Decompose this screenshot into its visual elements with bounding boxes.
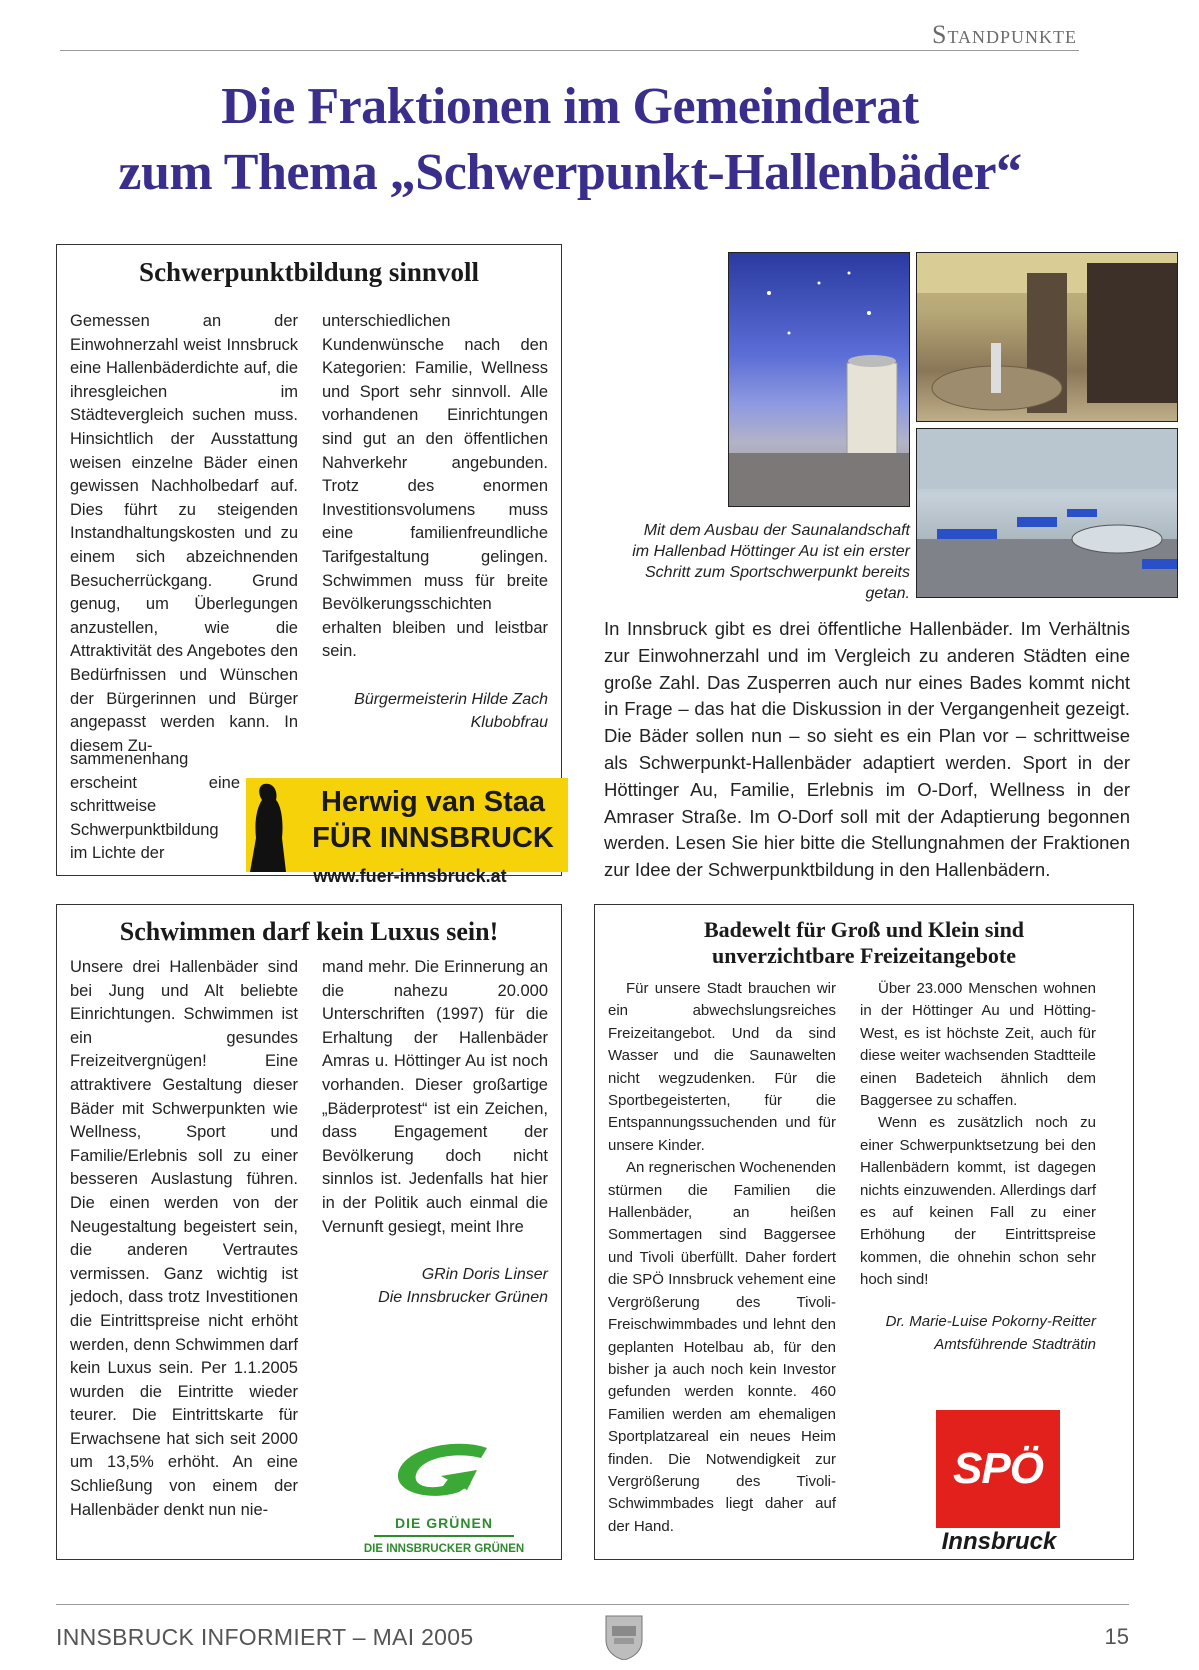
article-heading-line2: unverzichtbare Freizeitangebote xyxy=(711,943,1017,968)
article-column-tail xyxy=(70,748,240,866)
ad-subline: FÜR INNSBRUCK xyxy=(312,822,554,854)
signature-role: Klubobfrau xyxy=(470,713,548,731)
signature xyxy=(860,1310,1096,1356)
ad-url[interactable]: www.fuer-innsbruck.at xyxy=(313,866,507,886)
footer-divider xyxy=(56,1604,1129,1605)
signature-name: GRin Doris Linser xyxy=(421,1266,548,1284)
photo-shower-area xyxy=(916,252,1178,422)
article-column xyxy=(608,978,836,1538)
article-text: Über 23.000 Menschen wohnen in der Höttinger Au und Hötting-West, es ist höchste Zeit, auch für diese weiter wachsenden Stadtteile einen Badeteich ähnlich dem Baggersee zu schaffen. xyxy=(860,980,1096,1110)
article-heading: Schwerpunktbildung sinnvoll xyxy=(139,257,479,287)
section-label: Standpunkte xyxy=(931,20,1077,49)
page-title-line2: zum Thema „Schwerpunkt-Hallenbäder“ xyxy=(118,144,1022,201)
signature-role: Amtsführende Stadträtin xyxy=(934,1335,1096,1353)
article-text: Wenn es zusätzlich noch zu einer Schwerpunktsetzung bei den Hallenbädern kommt, ist dagegen nichts einzuwenden. Allerdings darf es auf keinen Fall zu einer Erhöhung der Eintrittspreise kommen, die ohnehin schon sehr hoch sind! xyxy=(860,1114,1096,1289)
logo-divider xyxy=(374,1535,514,1537)
logo-line1: DIE GRÜNEN xyxy=(395,1515,493,1531)
article-heading-line1: Badewelt für Groß und Klein sind xyxy=(703,917,1025,942)
article-column xyxy=(322,310,548,734)
signature xyxy=(322,1263,548,1309)
shower-illustration-icon xyxy=(917,253,1178,422)
article-column: Unsere drei Hallenbäder sind bei Jung und Alt beliebte Einrichtungen. Schwimmen ist ein gesundes Freizeitvergnügen! Eine attraktivere Gestaltung dieser Bäder mit Schwerpunkten wie Wellness, Sport und Familie/Erlebnis soll zu einer besseren Auslastung führen. Die einen werden von der Neugestaltung begeistert sein, die anderen Vertrautes vermissen. Ganz wichtig ist jedoch, dass trotz Investitionen die Eintrittspreise nicht erhöht werden, denn Schwimmen darf kein Luxus sein. Per 1.1.2005 wurden die Eintritte wieder teurer. Die Eintrittskarte für Erwachsene hat sich seit 2000 um 13,5% erhöht. An eine Schließung von einem der Hallenbäder denkt nun nie- xyxy=(70,958,298,1519)
header-divider xyxy=(60,50,1079,51)
article-text: mand mehr. Die Erinnerung an die nahezu 20.000 Unterschriften (1997) für die Erhaltung der Hallenbäder Amras u. Höttinger Au ist noch vorhanden. Dieser großartige „Bäderprotest“ ist ein Zeichen, dass Engagement der Bevölkerung doch nicht sinnlos ist. Jedenfalls hat hier in der Politik auch einmal die Vernunft gesiegt, meint Ihre xyxy=(322,958,548,1236)
article-text-tail: sammenenhang erscheint eine schrittweise Schwerpunktbildung im Lichte der xyxy=(70,750,240,863)
ad-headline: Herwig van Staa xyxy=(320,786,546,818)
photo-sauna xyxy=(728,252,910,507)
logo-line2: DIE INNSBRUCKER GRÜNEN xyxy=(363,1543,525,1555)
signature xyxy=(322,688,548,734)
logo-die-gruenen xyxy=(348,1440,540,1580)
signature-role: Die Innsbrucker Grünen xyxy=(378,1289,548,1307)
ad-van-staa xyxy=(246,778,568,872)
article-text: An regnerischen Wochenenden stürmen die Familien die Hallenbäder, an heißen Sommertagen sind Baggersee und Tivoli überfüllt. Daher fordert die SPÖ Innsbruck vehement eine Vergrößerung des Tivoli-Freischwimmbades und lehnt den geplanten Hotelbau ab, für den bisher ja auch noch kein Investor gefunden werden konnte. 460 Familien werden am ehemaligen Sportplatzareal ein neues Heim finden. Die Notwendigkeit zur Vergrößerung des Tivoli-Schwimmbades liegt daher auf der Hand. xyxy=(608,1159,836,1535)
sauna-illustration-icon xyxy=(729,253,910,507)
photo-caption: Mit dem Ausbau der Saunalandschaft im Hallenbad Höttinger Au ist ein erster Schritt zum Sportschwerpunkt bereits getan. xyxy=(632,522,910,602)
article-heading: Schwimmen darf kein Luxus sein! xyxy=(119,917,499,946)
page-title-line1: Die Fraktionen im Gemeinderat xyxy=(221,78,919,135)
publication-name: INNSBRUCK INFORMIERT – MAI 2005 xyxy=(56,1624,474,1650)
signature-name: Bürgermeisterin Hilde Zach xyxy=(354,690,548,708)
article-text: unterschiedlichen Kundenwünsche nach den Kategorien: Familie, Wellness und Sport sehr sinnvoll. Alle vorhandenen Einrichtungen sind gut an den öffentlichen Nahverkehr angebunden. Trotz des enormen Investitionsvolumens muss eine familienfreundliche Tarifgestaltung gelingen. Schwimmen muss für breite Bevölkerungsschichten erhalten bleiben und leistbar sein. xyxy=(322,312,548,661)
article-column: Gemessen an der Einwohnerzahl weist Innsbruck eine Hallenbäderdichte auf, die ihresgleichen im Städtevergleich suchen muss. Hinsichtlich der Ausstattung weisen einzelne Bäder einen gewissen Nachholbedarf auf. Dies führt zu steigenden Instandhaltungskosten und zu einem sich abzeichnenden Besucherrückgang. Grund genug, um Überlegungen anzustellen, wie die Attraktivität des Angebotes den Bedürfnissen und Wünschen der Bürgerinnen und Bürger angepasst werden kann. In diesem Zu- xyxy=(70,312,298,755)
pool-illustration-icon xyxy=(917,429,1178,598)
photo-pool-hall xyxy=(916,428,1178,598)
signature-name: Dr. Marie-Luise Pokorny-Reitter xyxy=(885,1312,1096,1330)
gruene-logo-icon xyxy=(389,1440,499,1506)
portrait-silhouette-icon xyxy=(246,778,294,872)
page-number: 15 xyxy=(1104,1624,1129,1649)
intro-text: In Innsbruck gibt es drei öffentliche Hallenbäder. Im Verhältnis zur Einwohnerzahl und im Vergleich zu anderen Städten eine große Zahl. Das Zusperren auch nur eines Bades kommt nicht in Frage – das hat die Diskussion in der Vergangenheit gezeigt. Die Bäder sollen nun – so sieht es ein Plan vor – schrittweise als Schwerpunkt-Hallenbäder adaptiert werden. Sport in der Höttinger Au, Familie, Erlebnis im O-Dorf, Wellness in der Amraser Straße. Im O-Dorf soll mit der Adaptierung begonnen werden. Lesen Sie hier bitte die Stellungnahmen der Fraktionen zur Idee der Schwerpunktbildung in den Hallenbädern. xyxy=(604,618,1130,881)
city-crest-icon xyxy=(604,1612,644,1660)
logo-spoe-city: Innsbruck xyxy=(941,1528,1057,1555)
logo-spoe xyxy=(936,1410,1062,1526)
article-column xyxy=(860,978,1096,1356)
article-text: Für unsere Stadt brauchen wir ein abwechslungsreiches Freizeitangebot. Und da sind Wasser und die Saunawelten nicht wegzudenken. Für die Sportbegeisterten, für die Entspannungssuchenden und für unsere Kinder. xyxy=(608,980,836,1154)
article-column xyxy=(322,956,548,1309)
page-title xyxy=(40,74,1100,206)
article-heading xyxy=(595,917,1133,969)
spoe-logo-box: SPÖ xyxy=(936,1410,1060,1528)
